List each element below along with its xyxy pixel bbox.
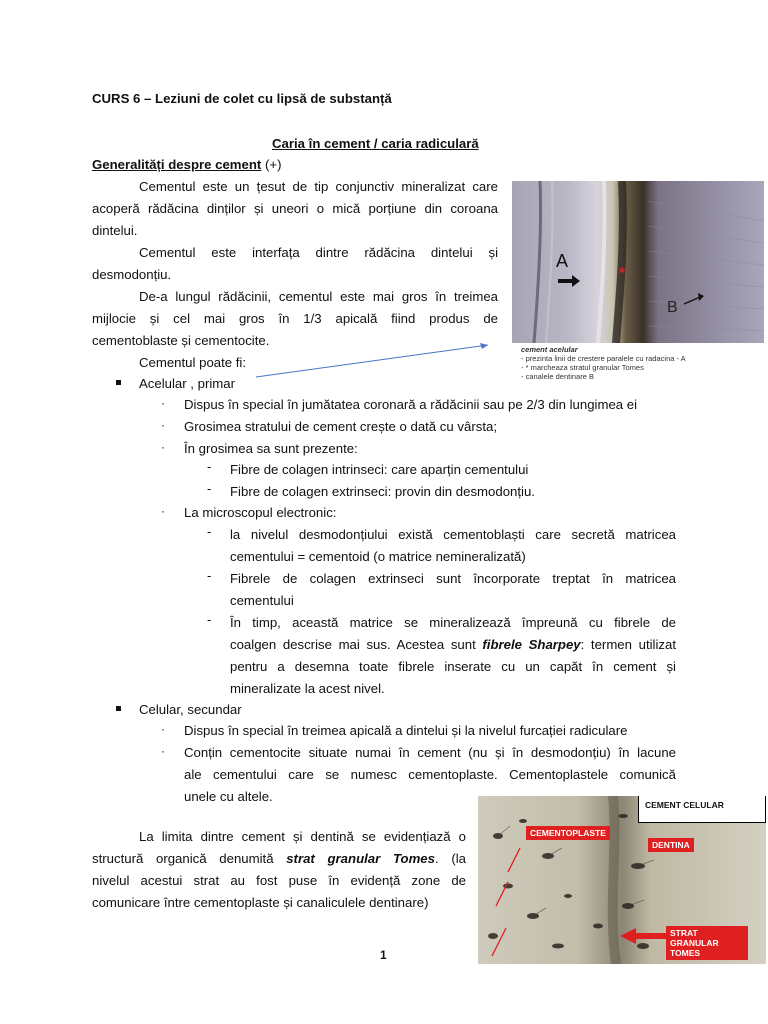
label-cementoplaste: CEMENTOPLASTE (526, 826, 610, 840)
micro-item-3-l1: În timp, această matrice se mineralizează împreună cu fibrele de (230, 615, 676, 630)
tomes-term: strat granular Tomes (286, 851, 435, 866)
micro-item-1-l2: cementului = cementoid (o matrice nemineralizată) (230, 549, 526, 564)
types-intro: Cementul poate fi: (139, 355, 247, 370)
fiber-item-1: Fibre de colagen intrinseci: care aparțin cementului (230, 462, 529, 477)
celular-item-2-l2: ale cementului care se numesc cementoplaste. Cementoplastele comunică (184, 767, 676, 782)
micro-item-3-l4: mineralizate la acest nivel. (230, 681, 385, 696)
cement-celular-box: CEMENT CELULAR (638, 796, 766, 823)
bullet-square (116, 706, 121, 711)
figure1-caption-title: cement acelular (521, 345, 578, 354)
intro-p3-l1: De-a lungul rădăcinii, cementul este mai gros în treimea (139, 289, 498, 304)
bullet-dot: · (161, 722, 165, 736)
bullet-dot: · (161, 744, 165, 758)
micro-label: La microscopul electronic: (184, 505, 337, 520)
bullet-dot: · (161, 396, 165, 410)
connector-arrow (250, 335, 500, 385)
tomes-l2: structură organică denumită strat granular Tomes. (la (92, 851, 466, 866)
acelular-item-2: Grosimea stratului de cement crește o dată cu vârsta; (184, 419, 497, 434)
micro-item-1-l1: la nivelul desmodonțiului există cementoblaști care secretă matricea (230, 527, 676, 542)
intro-p1-l1: Cementul este un țesut de tip conjunctiv mineralizat care (139, 179, 498, 194)
celular-item-2-l3: unele cu altele. (184, 789, 273, 804)
asterisk-marker: * (619, 265, 626, 282)
tomes-l3: nivelul acestui strat au fost puse în evidență zone de (92, 873, 466, 888)
label-dentina: DENTINA (648, 838, 694, 852)
subsection-title: Generalități despre cement (+) (92, 157, 282, 172)
fiber-item-2: Fibre de colagen extrinseci: provin din desmodonțiu. (230, 484, 535, 499)
label-strat-granular: STRAT GRANULAR TOMES (666, 926, 748, 960)
micro-item-2-l1: Fibrele de colagen extrinseci sunt încorporate treptat în matricea (230, 571, 676, 586)
sharpey-term: fibrele Sharpey (482, 637, 581, 652)
micrograph-cellular-cement (478, 796, 766, 964)
page-number: 1 (380, 948, 387, 962)
figure1-caption-line: - * marcheaza stratul granular Tomes (521, 363, 644, 372)
celular-item-2-l1: Conțin cementocite situate numai în cement (nu și în desmodonțiu) în lacune (184, 745, 676, 760)
celular-item-1: Dispus în special în treimea apicală a dintelui și la nivelul furcației radiculare (184, 723, 628, 738)
intro-p1-l3: dintelui. (92, 223, 138, 238)
acelular-label: Acelular , primar (139, 376, 236, 391)
intro-p2-l1: Cementul este interfața dintre rădăcina dintelui și (139, 245, 498, 260)
celular-label: Celular, secundar (139, 702, 242, 717)
tomes-l1: La limita dintre cement și dentină se evidențiază o (139, 829, 466, 844)
figure1-caption-line: - prezinta linii de crestere paralele cu radacina - A (521, 354, 686, 363)
intro-p3-l3: cementoblaste și cementocite. (92, 333, 270, 348)
bullet-dash: - (207, 459, 212, 474)
label-b: B (667, 299, 678, 316)
bullet-dash: - (207, 568, 212, 583)
acelular-item-1: Dispus în special în jumătatea coronară a rădăcinii sau pe 2/3 din lungimea ei (184, 397, 638, 412)
intro-p3-l2: mijlocie și cel mai gros în 1/3 apicală fiind produs de (92, 311, 498, 326)
micro-item-3-l3: pentru a desemna toate fibrele inserate cu un capăt în cement și (230, 659, 676, 674)
micro-item-3-l2: coalgen descrise mai sus. Acestea sunt fibrele Sharpey: termen utilizat (230, 637, 676, 652)
figure1-caption-line: - canalele dentinare B (521, 372, 594, 381)
bullet-square (116, 380, 121, 385)
bullet-dot: · (161, 504, 165, 518)
bullet-dot: · (161, 418, 165, 432)
micro-item-2-l2: cementului (230, 593, 294, 608)
tomes-l4: comunicare între cementoplaste și canaliculele dentinare) (92, 895, 429, 910)
acelular-item-3: În grosimea sa sunt prezente: (184, 441, 358, 456)
bullet-dash: - (207, 524, 212, 539)
label-a: A (556, 251, 569, 271)
intro-p2-l2: desmodonțiu. (92, 267, 172, 282)
intro-p1-l2: acoperă rădăcina dinților și uneori o mică porțiune din coroana (92, 201, 498, 216)
micrograph-acellular-cement (512, 181, 764, 343)
bullet-dash: - (207, 612, 212, 627)
section-title: Caria în cement / caria radiculară (272, 136, 479, 151)
bullet-dot: · (161, 440, 165, 454)
course-header: CURS 6 – Leziuni de colet cu lipsă de substanță (92, 91, 392, 106)
bullet-dash: - (207, 481, 212, 496)
